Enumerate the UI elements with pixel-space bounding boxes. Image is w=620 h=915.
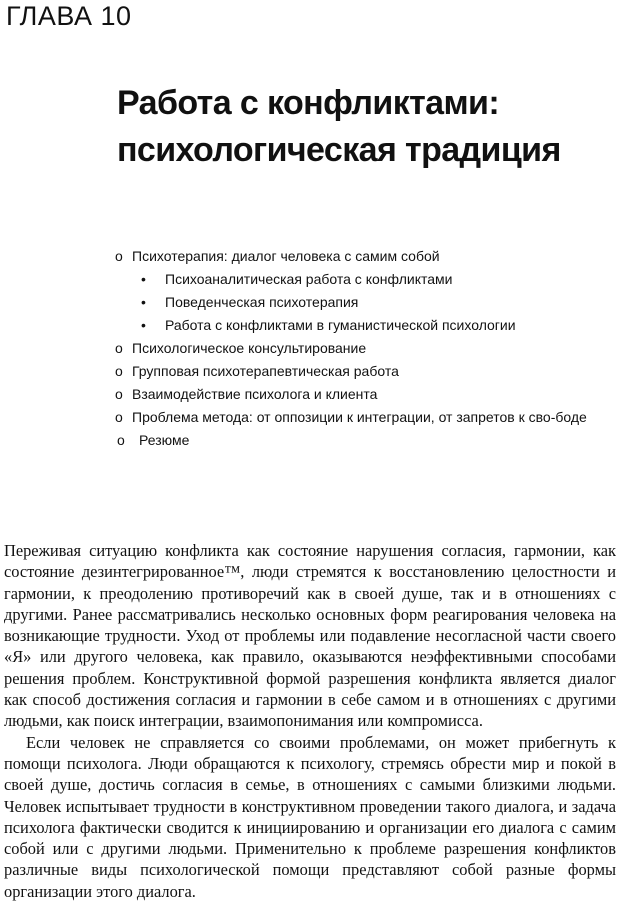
toc-item xyxy=(115,409,615,426)
toc-subitem-text: Поведенческая психотерапия xyxy=(165,294,359,310)
chapter-title-line-2: психологическая традиция xyxy=(117,131,561,169)
body-text xyxy=(4,540,616,902)
circle-bullet-icon: o xyxy=(115,340,123,356)
toc-item-text: Взаимодействие психолога и клиента xyxy=(132,386,378,402)
toc-item xyxy=(115,340,615,357)
body-paragraph: Если человек не справляется со своими проблемами, он может прибегнуть к помощи психолога. Люди обращаются к психологу, стремясь обрести мир и покой в своей душе, достичь согласия в семье, в отношениях с самыми близкими людьми. Человек испытывает трудности в конструктивном проведении такого диалога, и задача психолога фактически сводится к инициированию и организации его диалога с самим собой или с другими людьми. Применительно к проблеме разрешения конфликтов различные виды психологической помощи представляют собой разные формы организации этого диалога. xyxy=(4,732,616,901)
toc-item xyxy=(115,363,615,380)
toc-item-text: Групповая психотерапевтическая работа xyxy=(132,363,399,379)
toc-item xyxy=(115,432,615,449)
toc-subitem-text: Работа с конфликтами в гуманистической психологии xyxy=(165,317,516,333)
toc-subitem xyxy=(115,317,615,334)
toc-subitem xyxy=(115,271,615,288)
circle-bullet-icon: o xyxy=(115,363,123,379)
circle-bullet-icon: o xyxy=(115,248,123,264)
toc-subitem-text: Психоаналитическая работа с конфликтами xyxy=(165,271,453,287)
toc-subitem xyxy=(115,294,615,311)
chapter-title xyxy=(117,80,612,174)
toc-item xyxy=(115,386,615,403)
chapter-label: ГЛАВА 10 xyxy=(6,1,132,31)
circle-bullet-icon: o xyxy=(117,432,125,448)
circle-bullet-icon: o xyxy=(115,409,123,425)
toc-item-text: Психотерапия: диалог человека с самим собой xyxy=(132,248,440,264)
toc-item-text: Проблема метода: от оппозиции к интеграции, от запретов к сво-боде xyxy=(132,409,587,425)
bullet-icon: • xyxy=(141,317,146,333)
toc-item-text: Резюме xyxy=(139,432,190,448)
toc-item xyxy=(115,248,615,265)
toc-item-text: Психологическое консультирование xyxy=(132,340,367,356)
table-of-contents xyxy=(115,248,615,455)
bullet-icon: • xyxy=(141,294,146,310)
bullet-icon: • xyxy=(141,271,146,287)
body-paragraph: Переживая ситуацию конфликта как состояние нарушения согласия, гармонии, как состояние дезинтегрированное™, люди стремятся к восстановлению целостности и гармонии, к преодолению противоречий как в своей душе, так и в отношениях с другими. Ранее рассматривались несколько основных форм реагирования человека на возникающие трудности. Уход от проблемы или подавление несогласной части своего «Я» или другого человека, как правило, оказываются неэффективными способами решения проблем. Конструктивной формой разрешения конфликта является диалог как способ достижения согласия и гармонии в себе самом и в отношениях с другими людьми, как поиск интеграции, взаимопонимания или компромисса. xyxy=(4,541,616,731)
chapter-title-line-1: Работа с конфликтами: xyxy=(117,84,500,122)
circle-bullet-icon: o xyxy=(115,386,123,402)
